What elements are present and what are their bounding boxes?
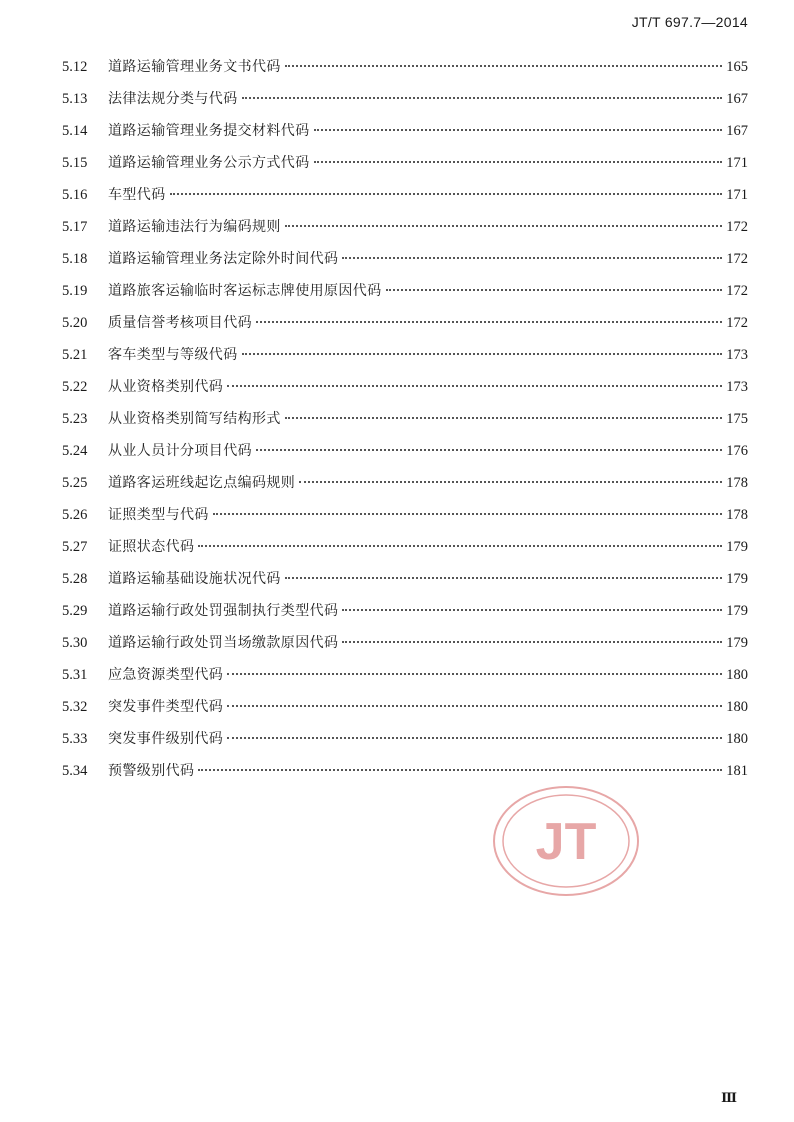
toc-dot-leader — [285, 416, 722, 419]
toc-entry-title: 从业资格类别简写结构形式 — [108, 411, 281, 427]
toc-dot-leader — [213, 512, 722, 515]
toc-entry-number: 5.12 — [62, 59, 88, 75]
toc-dot-leader — [227, 704, 722, 707]
toc-dot-leader — [242, 96, 722, 99]
toc-entry-number: 5.25 — [62, 475, 88, 491]
toc-entry-number: 5.24 — [62, 443, 88, 459]
toc-dot-leader — [256, 320, 722, 323]
toc-dot-leader — [170, 192, 722, 195]
toc-entry-number: 5.29 — [62, 603, 88, 619]
toc-entry-number: 5.28 — [62, 571, 88, 587]
toc-entry-number: 5.20 — [62, 315, 88, 331]
toc-entry — [62, 696, 748, 728]
toc-dot-leader — [227, 384, 722, 387]
toc-entry — [62, 152, 748, 184]
toc-entry-title: 道路客运班线起讫点编码规则 — [108, 475, 296, 491]
toc-entry-page: 171 — [726, 187, 748, 203]
toc-entry — [62, 440, 748, 472]
toc-entry — [62, 312, 748, 344]
toc-entry — [62, 600, 748, 632]
toc-dot-leader — [285, 576, 722, 579]
toc-entry — [62, 344, 748, 376]
toc-entry-title: 突发事件类型代码 — [108, 699, 224, 715]
toc-entry — [62, 376, 748, 408]
toc-entry-number: 5.14 — [62, 123, 88, 139]
toc-entry — [62, 88, 748, 120]
toc-entry-number: 5.22 — [62, 379, 88, 395]
toc-entry — [62, 504, 748, 536]
toc-entry — [62, 632, 748, 664]
toc-dot-leader — [242, 352, 722, 355]
toc-entry-number: 5.32 — [62, 699, 88, 715]
toc-entry — [62, 760, 748, 792]
toc-entry — [62, 56, 748, 88]
toc-dot-leader — [342, 256, 722, 259]
toc-dot-leader — [342, 640, 722, 643]
toc-dot-leader — [342, 608, 722, 611]
toc-entry — [62, 536, 748, 568]
toc-entry-title: 道路运输管理业务法定除外时间代码 — [108, 251, 339, 267]
toc-entry — [62, 280, 748, 312]
toc-entry — [62, 728, 748, 760]
toc-dot-leader — [256, 448, 722, 451]
toc-entry-page: 181 — [726, 763, 748, 779]
toc-entry-number: 5.26 — [62, 507, 88, 523]
toc-entry — [62, 248, 748, 280]
toc-entry-title: 突发事件级别代码 — [108, 731, 224, 747]
toc-entry — [62, 472, 748, 504]
toc-entry-title: 道路运输违法行为编码规则 — [108, 219, 281, 235]
toc-entry — [62, 664, 748, 696]
toc-entry-title: 车型代码 — [108, 187, 166, 203]
toc-entry-title: 证照类型与代码 — [108, 507, 209, 523]
toc-dot-leader — [227, 672, 722, 675]
standard-code: JT/T 697.7—2014 — [631, 14, 748, 30]
toc-entry-number: 5.34 — [62, 763, 88, 779]
toc-dot-leader — [314, 128, 722, 131]
toc-dot-leader — [285, 224, 722, 227]
toc-entry-page: 172 — [726, 219, 748, 235]
toc-entry-page: 173 — [726, 379, 748, 395]
toc-entry — [62, 216, 748, 248]
toc-entry-title: 法律法规分类与代码 — [108, 91, 238, 107]
toc-dot-leader — [285, 64, 722, 67]
toc-entry-number: 5.15 — [62, 155, 88, 171]
toc-entry-title: 道路旅客运输临时客运标志牌使用原因代码 — [108, 283, 382, 299]
toc-entry-title: 预警级别代码 — [108, 763, 195, 779]
toc-entry-number: 5.19 — [62, 283, 88, 299]
toc-entry-page: 167 — [726, 91, 748, 107]
toc-entry-number: 5.18 — [62, 251, 88, 267]
toc-entry-page: 167 — [726, 123, 748, 139]
toc-entry-page: 179 — [726, 539, 748, 555]
jt-logo-watermark — [492, 785, 640, 897]
toc-entry-number: 5.17 — [62, 219, 88, 235]
toc-entry-title: 道路运输行政处罚当场缴款原因代码 — [108, 635, 339, 651]
toc-entry-title: 道路运输行政处罚强制执行类型代码 — [108, 603, 339, 619]
toc-entry-page: 172 — [726, 315, 748, 331]
toc-entry-title: 客车类型与等级代码 — [108, 347, 238, 363]
toc-entry-page: 180 — [726, 667, 748, 683]
page-number: Ⅲ — [721, 1090, 737, 1105]
toc-entry-title: 道路运输管理业务文书代码 — [108, 59, 281, 75]
toc-entry-page: 178 — [726, 507, 748, 523]
toc-entry-page: 176 — [726, 443, 748, 459]
toc-entry-page: 179 — [726, 603, 748, 619]
toc-entry-page: 173 — [726, 347, 748, 363]
toc-entry-number: 5.21 — [62, 347, 88, 363]
watermark-text: JT — [535, 813, 597, 871]
toc-entry-title: 从业资格类别代码 — [108, 379, 224, 395]
toc-entry-page: 179 — [726, 635, 748, 651]
toc-entry-page: 165 — [726, 59, 748, 75]
toc-entry — [62, 184, 748, 216]
toc-entry-number: 5.33 — [62, 731, 88, 747]
toc-entry — [62, 568, 748, 600]
toc-entry-page: 172 — [726, 251, 748, 267]
toc-entry-page: 179 — [726, 571, 748, 587]
toc-entry-number: 5.31 — [62, 667, 88, 683]
toc-entry-page: 180 — [726, 731, 748, 747]
toc-dot-leader — [227, 736, 722, 739]
toc-entry-page: 172 — [726, 283, 748, 299]
toc-entry — [62, 408, 748, 440]
table-of-contents — [62, 56, 748, 792]
toc-dot-leader — [198, 768, 722, 771]
toc-entry-title: 证照状态代码 — [108, 539, 195, 555]
toc-dot-leader — [299, 480, 722, 483]
toc-entry-number: 5.27 — [62, 539, 88, 555]
toc-entry-title: 道路运输管理业务提交材料代码 — [108, 123, 310, 139]
toc-entry-number: 5.13 — [62, 91, 88, 107]
toc-entry-number: 5.16 — [62, 187, 88, 203]
toc-entry-page: 175 — [726, 411, 748, 427]
toc-entry-number: 5.30 — [62, 635, 88, 651]
toc-entry-page: 171 — [726, 155, 748, 171]
toc-entry-title: 质量信誉考核项目代码 — [108, 315, 252, 331]
toc-entry-title: 应急资源类型代码 — [108, 667, 224, 683]
toc-dot-leader — [198, 544, 722, 547]
toc-dot-leader — [314, 160, 722, 163]
toc-entry-title: 从业人员计分项目代码 — [108, 443, 252, 459]
toc-entry-page: 178 — [726, 475, 748, 491]
toc-entry-page: 180 — [726, 699, 748, 715]
toc-entry-title: 道路运输管理业务公示方式代码 — [108, 155, 310, 171]
toc-entry — [62, 120, 748, 152]
toc-entry-title: 道路运输基础设施状况代码 — [108, 571, 281, 587]
toc-dot-leader — [386, 288, 722, 291]
toc-entry-number: 5.23 — [62, 411, 88, 427]
